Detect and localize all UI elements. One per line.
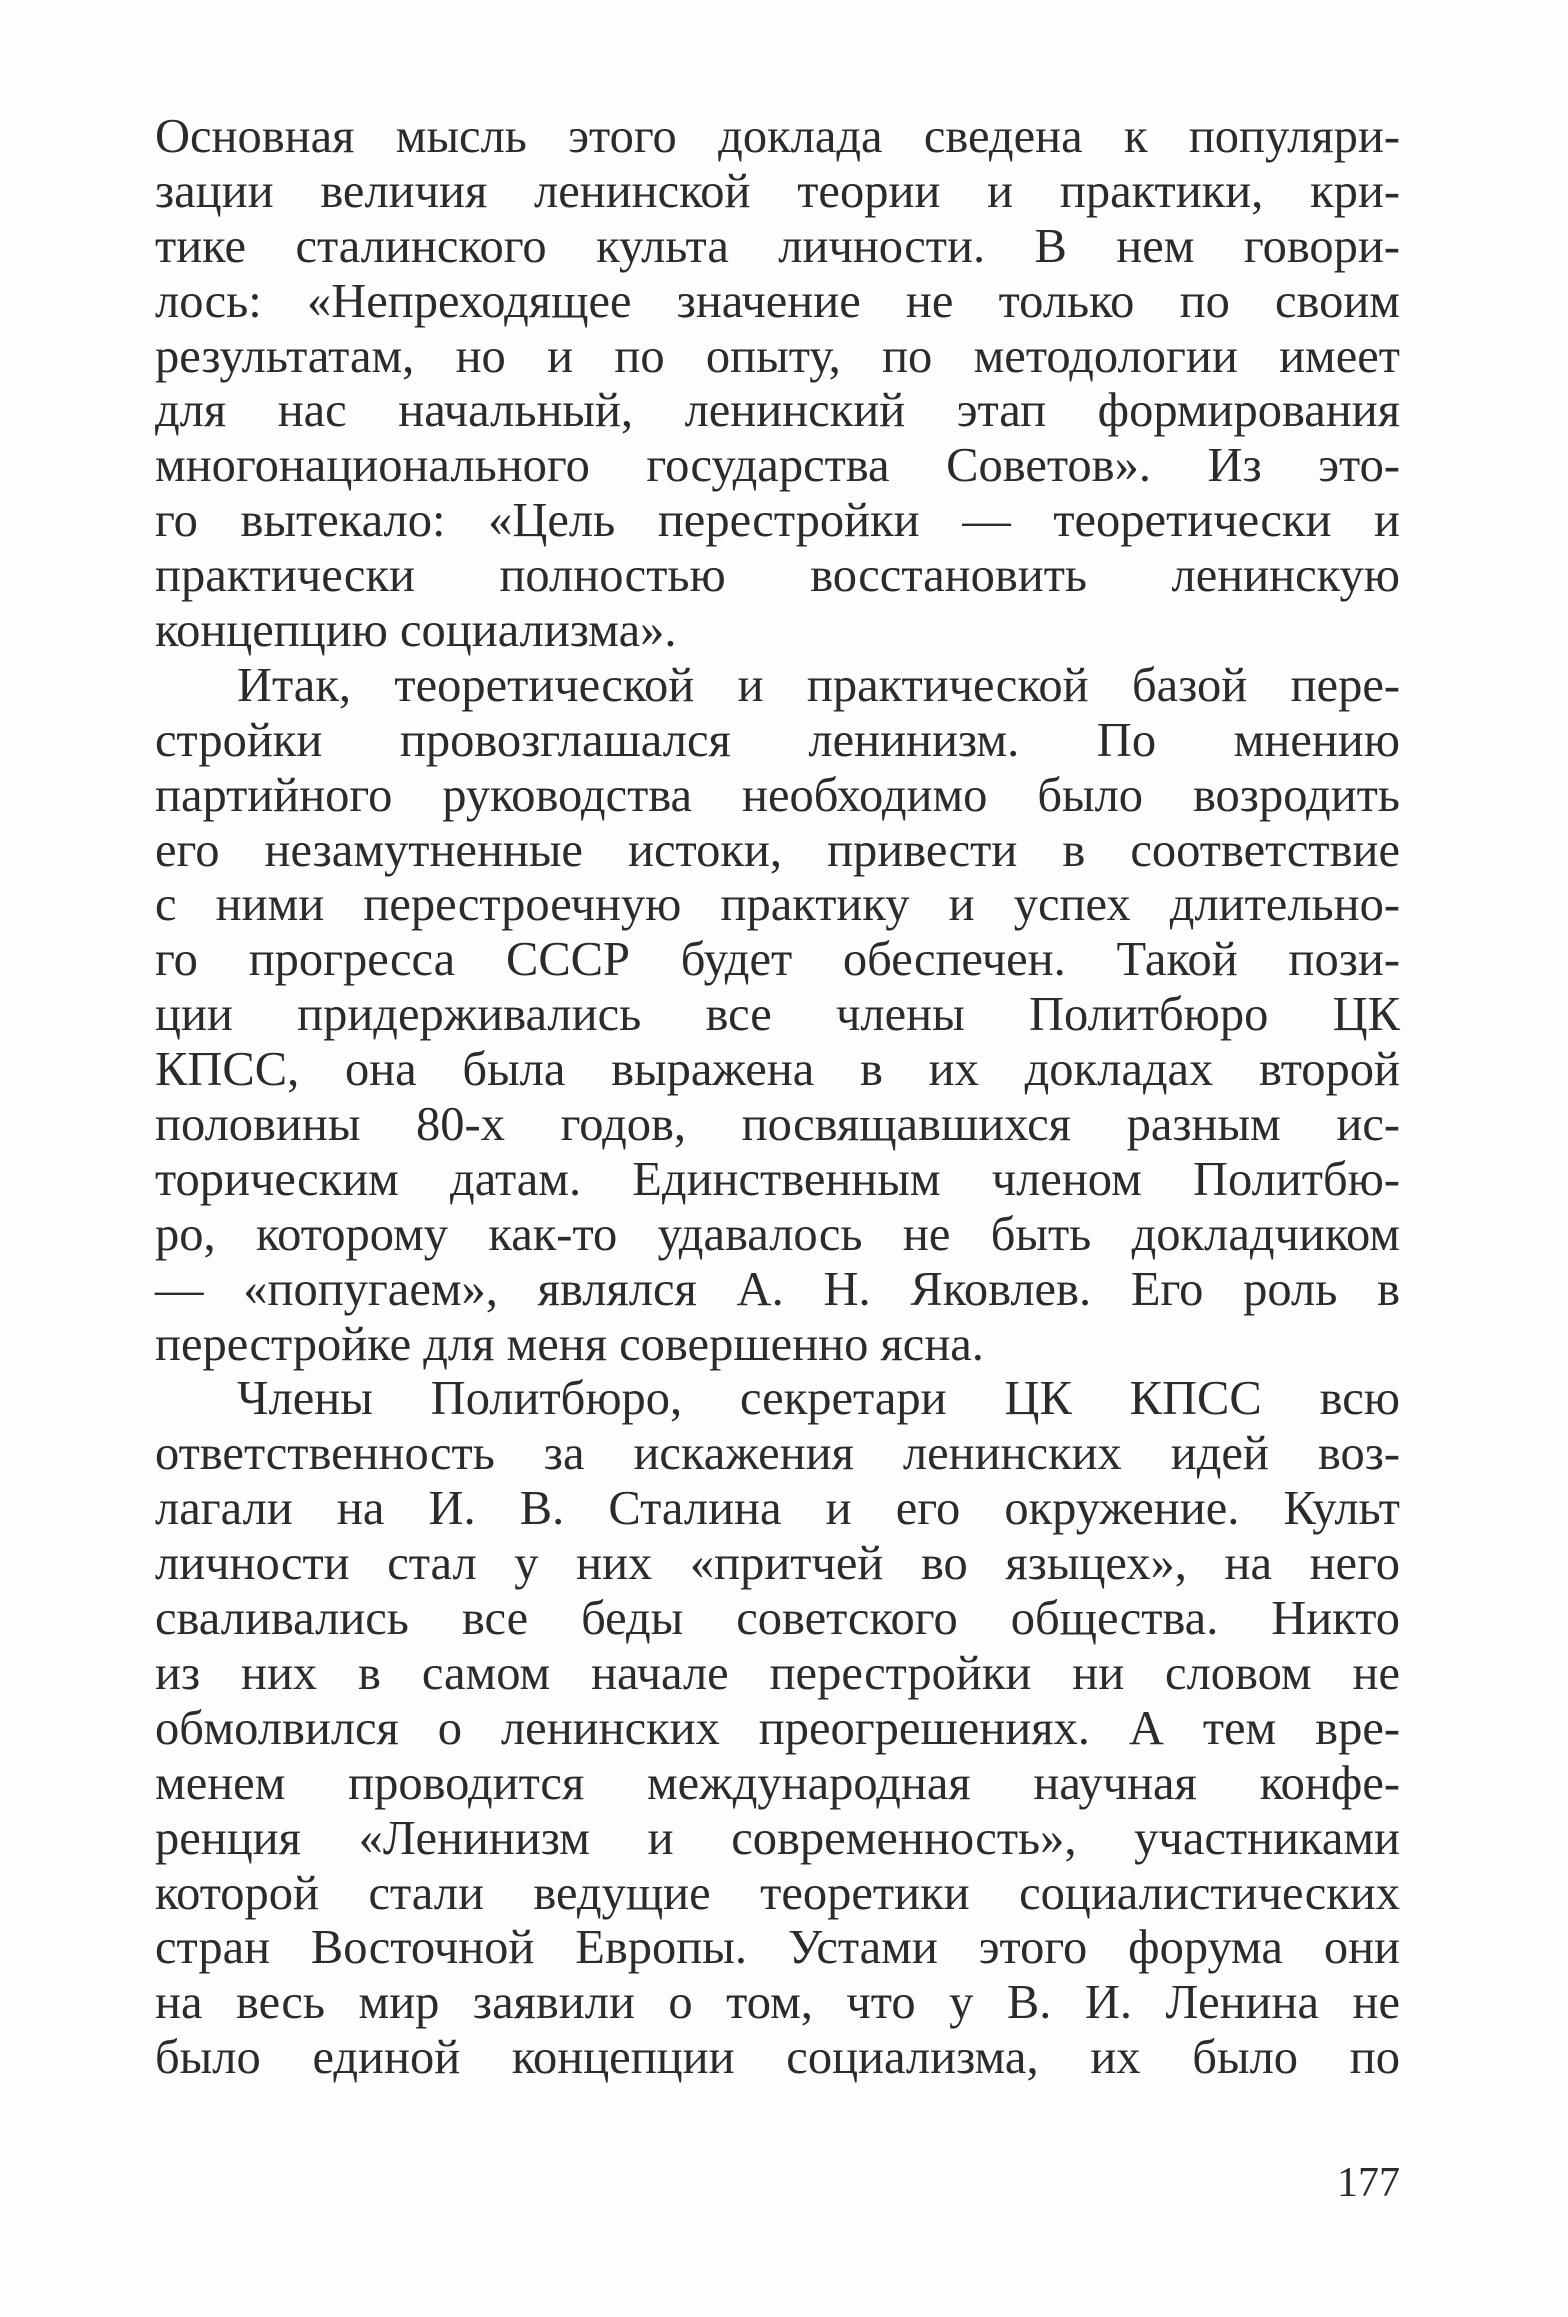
text-line: перестройке для меня совершенно ясна. [155, 1317, 984, 1371]
text-line: которой стали ведущие теоретики социалистических [155, 1866, 1400, 1920]
text-line: его незамутненные истоки, привести в соответствие [155, 823, 1400, 877]
text-line: на весь мир заявили о том, что у В. И. Ленина не [155, 1976, 1400, 2030]
text-line: — «попугаем», являлся А. Н. Яковлев. Его роль в [155, 1262, 1400, 1316]
text-line: лось: «Непреходящее значение не только по своим [155, 274, 1400, 328]
text-line: Итак, теоретической и практической базой пере- [237, 658, 1400, 712]
body-text [155, 110, 1400, 2086]
text-line: менем проводится международная научная конфе- [155, 1756, 1400, 1810]
paragraph-3 [155, 1372, 1400, 2086]
text-line: го вытекало: «Цель перестройки — теоретически и [155, 494, 1400, 548]
text-line: КПСС, она была выражена в их докладах второй [155, 1043, 1400, 1097]
paragraph-1 [155, 110, 1400, 659]
text-line: из них в самом начале перестройки ни словом не [155, 1646, 1400, 1700]
text-line: Члены Политбюро, секретари ЦК КПСС всю [237, 1372, 1400, 1426]
text-line: стройки провозглашался ленинизм. По мнению [155, 713, 1400, 767]
text-line: го прогресса СССР будет обеспечен. Такой пози- [155, 933, 1400, 987]
text-line: сваливались все беды советского общества. Никто [155, 1592, 1400, 1646]
text-line: ренция «Ленинизм и современность», участниками [155, 1811, 1400, 1865]
text-line: ответственность за искажения ленинских идей воз- [155, 1427, 1400, 1481]
page-number: 177 [1337, 2160, 1400, 2206]
text-line: лагали на И. В. Сталина и его окружение. Культ [155, 1482, 1400, 1536]
text-line: для нас начальный, ленинский этап формирования [155, 384, 1400, 438]
text-line: результатам, но и по опыту, по методологии имеет [155, 329, 1400, 383]
text-line: половины 80-х годов, посвящавшихся разным ис- [155, 1098, 1400, 1152]
text-line: концепцию социализма». [155, 604, 677, 658]
text-line: зации величия ленинской теории и практики, кри- [155, 164, 1400, 218]
text-line: личности стал у них «притчей во языцех», на него [155, 1537, 1400, 1591]
text-line: тике сталинского культа личности. В нем говори- [155, 219, 1400, 273]
paragraph-2 [155, 659, 1400, 1373]
text-line: обмолвился о ленинских преогрешениях. А тем вре- [155, 1701, 1400, 1755]
text-line: партийного руководства необходимо было возродить [155, 768, 1400, 822]
text-line: было единой концепции социализма, их было по [155, 2031, 1400, 2085]
text-line: ро, которому как-то удавалось не быть докладчиком [155, 1207, 1400, 1261]
text-line: ции придерживались все члены Политбюро ЦК [155, 988, 1400, 1042]
text-line: торическим датам. Единственным членом Политбю- [155, 1152, 1400, 1206]
text-line: практически полностью восстановить ленинскую [155, 549, 1400, 603]
text-line: с ними перестроечную практику и успех длительно- [155, 878, 1400, 932]
text-line: Основная мысль этого доклада сведена к популяри- [155, 110, 1400, 163]
text-line: стран Восточной Европы. Устами этого форума они [155, 1921, 1400, 1975]
text-line: многонационального государства Советов». Из это- [155, 439, 1400, 493]
